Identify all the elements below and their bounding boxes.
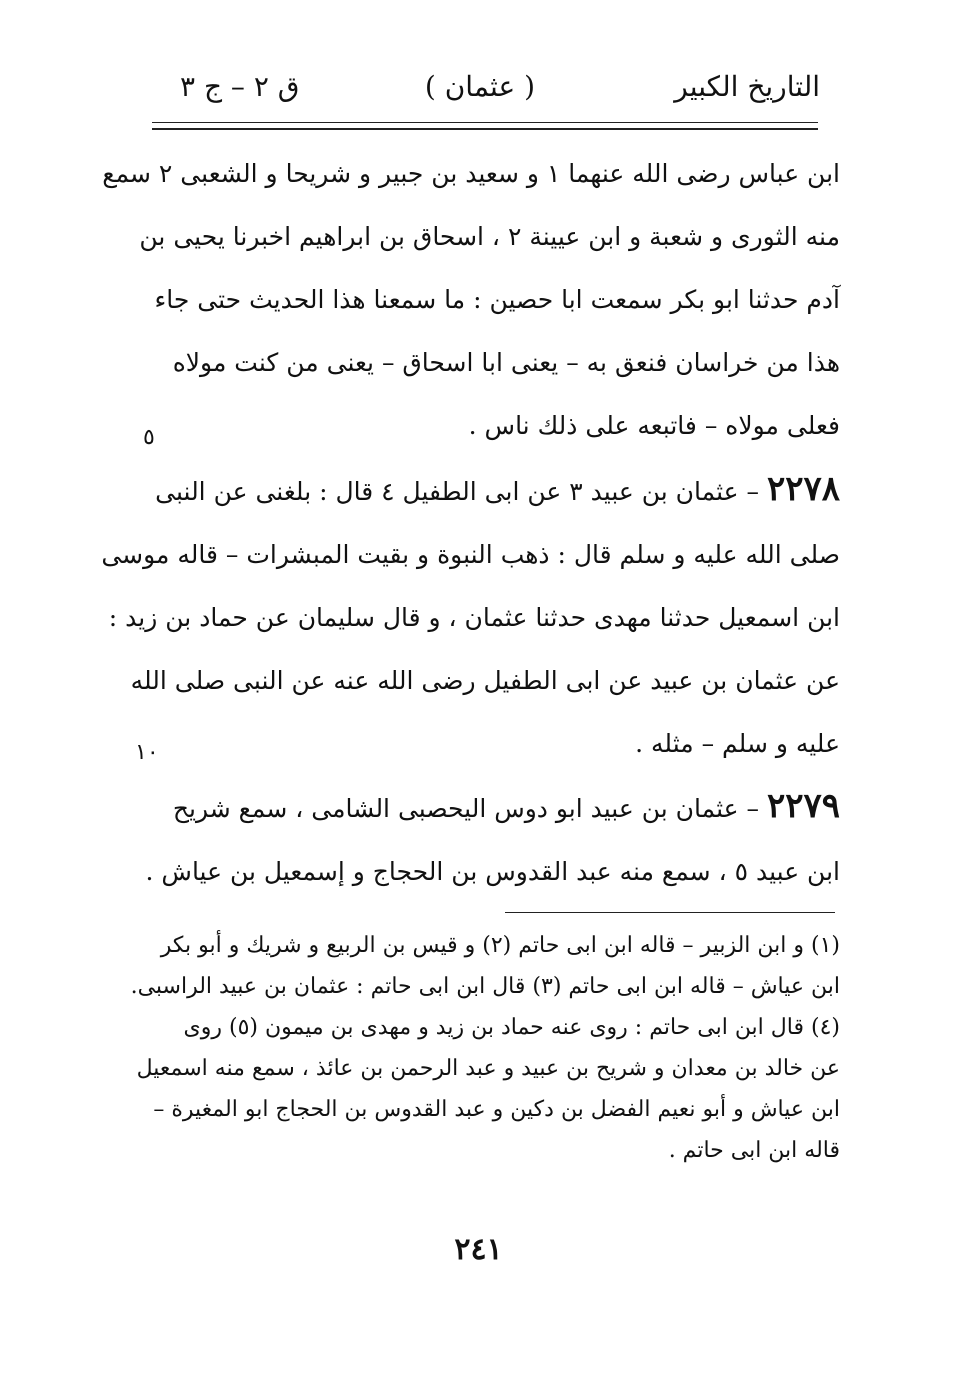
section-title: ( عثمان ) bbox=[424, 70, 535, 103]
footnote-line: ابن عياش – قاله ابن ابى حاتم (٣) قال ابن ابى حاتم : عثمان بن عبيد الراسبى. bbox=[130, 974, 840, 999]
footnote-line: عن خالد بن معدان و شريح بن عبيد و عبد الرحمن بن عائذ ، سمع منه اسمعيل bbox=[136, 1056, 840, 1081]
footnote-line: (٤) قال ابن ابى حاتم : روى عنه حماد بن زيد و مهدى بن ميمون (٥) روى bbox=[183, 1015, 840, 1040]
paragraph-continuation bbox=[102, 142, 840, 457]
footnote-separator bbox=[505, 912, 835, 913]
book-title: التاريخ الكبير bbox=[674, 70, 820, 103]
text-line: آدم حدثنا ابو بكر سمعت ابا حصين : ما سمعنا هذا الحديث حتى جاء bbox=[154, 285, 840, 314]
text-line: منه الثورى و شعبة و ابن عيينة ٢ ، اسحاق بن ابراهيم اخبرنا يحيى بن bbox=[139, 222, 840, 251]
entry-2279 bbox=[145, 775, 840, 903]
volume-reference: ق ٢ – ج ٣ bbox=[180, 70, 300, 103]
text-line bbox=[155, 458, 840, 523]
text-line: فعلى مولاه – فاتبعه على ذلك ناس . bbox=[468, 411, 840, 440]
header-rule-thin bbox=[152, 122, 818, 123]
text-line: هذا من خراسان فنعق به – يعنى ابا اسحاق – يعنى من كنت مولاه bbox=[172, 348, 840, 377]
entry-number: ٢٢٧٨ bbox=[766, 469, 840, 509]
footnotes bbox=[130, 925, 840, 1171]
entry-text: – عثمان بن عبيد ٣ عن ابى الطفيل ٤ قال : بلغنى عن النبى bbox=[155, 477, 759, 506]
footnote-line: ابن عياش و أبو نعيم الفضل بن دكين و عبد القدوس بن الحجاج ابو المغيرة – bbox=[153, 1097, 840, 1122]
text-line: ابن عباس رضى الله عنهما ١ و سعيد بن جبير و شريحا و الشعبى ٢ سمع bbox=[102, 159, 840, 188]
footnote-line: قاله ابن ابى حاتم . bbox=[668, 1138, 840, 1163]
text-line bbox=[172, 775, 840, 840]
page-number: ٢٤١ bbox=[454, 1232, 503, 1267]
text-line: عن عثمان بن عبيد عن ابى الطفيل رضى الله عنه عن النبى صلى الله bbox=[130, 666, 840, 695]
text-line: عليه و سلم – مثله . bbox=[635, 729, 840, 758]
entry-text: – عثمان بن عبيد ابو دوس اليحصبى الشامى ، سمع شريح bbox=[172, 794, 759, 823]
text-line: ابن اسمعيل حدثنا مهدى حدثنا عثمان ، و قال سليمان عن حماد بن زيد : bbox=[108, 603, 840, 632]
entry-number: ٢٢٧٩ bbox=[766, 786, 840, 826]
line-number-marker: ٥ bbox=[143, 425, 155, 450]
text-line: ابن عبيد ٥ ، سمع منه عبد القدوس بن الحجاج و إسمعيل بن عياش . bbox=[145, 857, 840, 886]
text-line: صلى الله عليه و سلم قال : ذهب النبوة و بقيت المبشرات – قاله موسى bbox=[101, 540, 840, 569]
running-header bbox=[180, 62, 820, 112]
footnote-line: (١) و ابن الزبير – قاله ابن ابى حاتم (٢) و قيس بن الربيع و شريك و أبو بكر bbox=[160, 933, 840, 958]
line-number-marker: ١٠ bbox=[135, 740, 159, 765]
header-rule-thick bbox=[152, 128, 818, 130]
